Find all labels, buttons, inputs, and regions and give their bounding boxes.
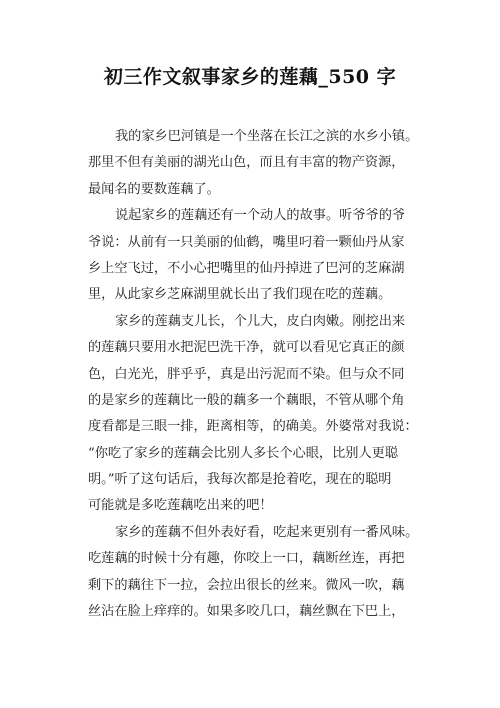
document-title: 初三作文叙事家乡的莲藕_550 字 bbox=[103, 66, 397, 88]
text-line: 最闻名的要数莲藕了。 bbox=[88, 181, 220, 197]
text-line: 明。”听了这句话后，我每次都是抢着吃，现在的聪明 bbox=[88, 472, 392, 488]
text-line: 的莲藕只要用水把泥巴洗干净，就可以看见它真正的颜 bbox=[88, 340, 405, 356]
text-line: 度看都是三眼一排，距离相等，的确美。外婆常对我说： bbox=[88, 419, 418, 435]
paragraph bbox=[88, 520, 423, 626]
text-line: 的是家乡的莲藕比一般的藕多一个藕眼，不管从哪个角 bbox=[88, 392, 405, 408]
text-line: 丝沾在脸上痒痒的。如果多咬几口，藕丝飘在下巴上， bbox=[88, 604, 405, 620]
text-line: 可能就是多吃莲藕吃出来的吧！ bbox=[88, 498, 273, 514]
paragraph bbox=[88, 124, 423, 203]
text-line: 家乡的莲藕不但外表好看，吃起来更别有一番风味。 bbox=[115, 524, 419, 540]
text-line: 里，从此家乡芝麻湖里就长出了我们现在吃的莲藕。 bbox=[88, 287, 392, 303]
text-line: “你吃了家乡的莲藕会比别人多长个心眼，比别人更聪 bbox=[88, 445, 399, 461]
text-line: 爷说：从前有一只美丽的仙鹤，嘴里叼着一颗仙丹从家 bbox=[88, 234, 405, 250]
text-line: 我的家乡巴河镇是一个坐落在长江之滨的水乡小镇。 bbox=[115, 129, 419, 144]
text-line: 乡上空飞过，不小心把嘴里的仙丹掉进了巴河的芝麻湖 bbox=[88, 260, 405, 276]
text-line: 剩下的藕往下一拉，会拉出很长的丝来。微风一吹，藕 bbox=[88, 577, 405, 593]
text-line: 那里不但有美丽的湖光山色，而且有丰富的物产资源， bbox=[88, 155, 405, 171]
paragraph bbox=[88, 309, 423, 520]
text-line: 吃莲藕的时候十分有趣，你咬上一口，藕断丝连，再把 bbox=[88, 551, 405, 567]
paragraph bbox=[88, 203, 423, 309]
text-line: 色，白光光，胖乎乎，真是出污泥而不染。但与众不同 bbox=[88, 366, 405, 382]
document-body bbox=[88, 124, 423, 625]
text-line: 说起家乡的莲藕还有一个动人的故事。听爷爷的爷 bbox=[115, 208, 406, 224]
text-line: 家乡的莲藕支儿长，个儿大，皮白肉嫩。刚挖出来 bbox=[115, 313, 406, 329]
